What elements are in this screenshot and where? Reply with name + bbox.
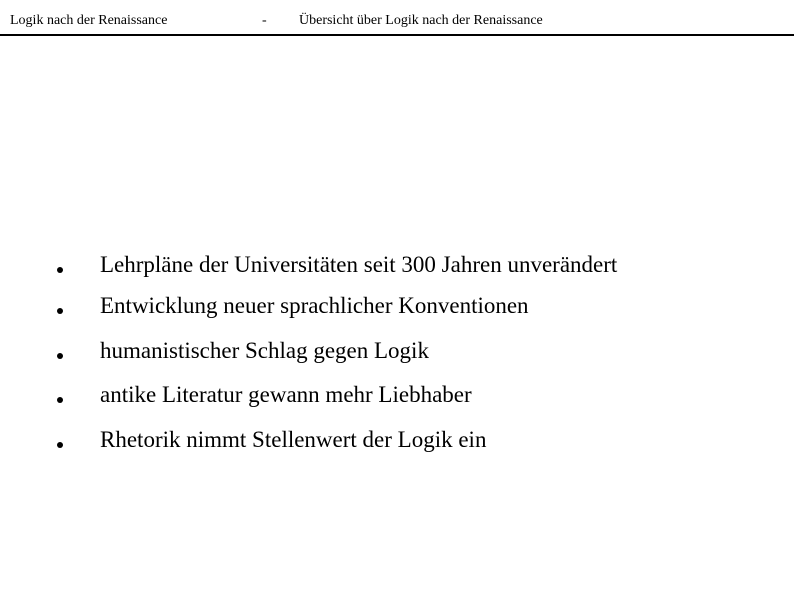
bullet-text: Rhetorik nimmt Stellenwert der Logik ein (100, 427, 487, 452)
header-title-right: Übersicht über Logik nach der Renaissance (299, 13, 543, 28)
bullet-dot-icon (57, 308, 63, 314)
bullet-item (0, 425, 794, 455)
bullet-dot-icon (57, 267, 63, 273)
header-separator: - (262, 13, 267, 28)
bullet-text: Entwicklung neuer sprachlicher Konventionen (100, 293, 529, 318)
bullet-dot-icon (57, 353, 63, 359)
bullet-item (0, 250, 794, 280)
bullet-text: humanistischer Schlag gegen Logik (100, 338, 429, 363)
bullet-item (0, 336, 794, 366)
bullet-text: Lehrpläne der Universitäten seit 300 Jahren unverändert (100, 252, 618, 277)
bullet-item (0, 380, 794, 410)
bullet-dot-icon (57, 397, 63, 403)
bullet-item (0, 291, 794, 321)
bullet-text: antike Literatur gewann mehr Liebhaber (100, 382, 472, 407)
bullet-dot-icon (57, 442, 63, 448)
header-title-left: Logik nach der Renaissance (10, 13, 168, 28)
